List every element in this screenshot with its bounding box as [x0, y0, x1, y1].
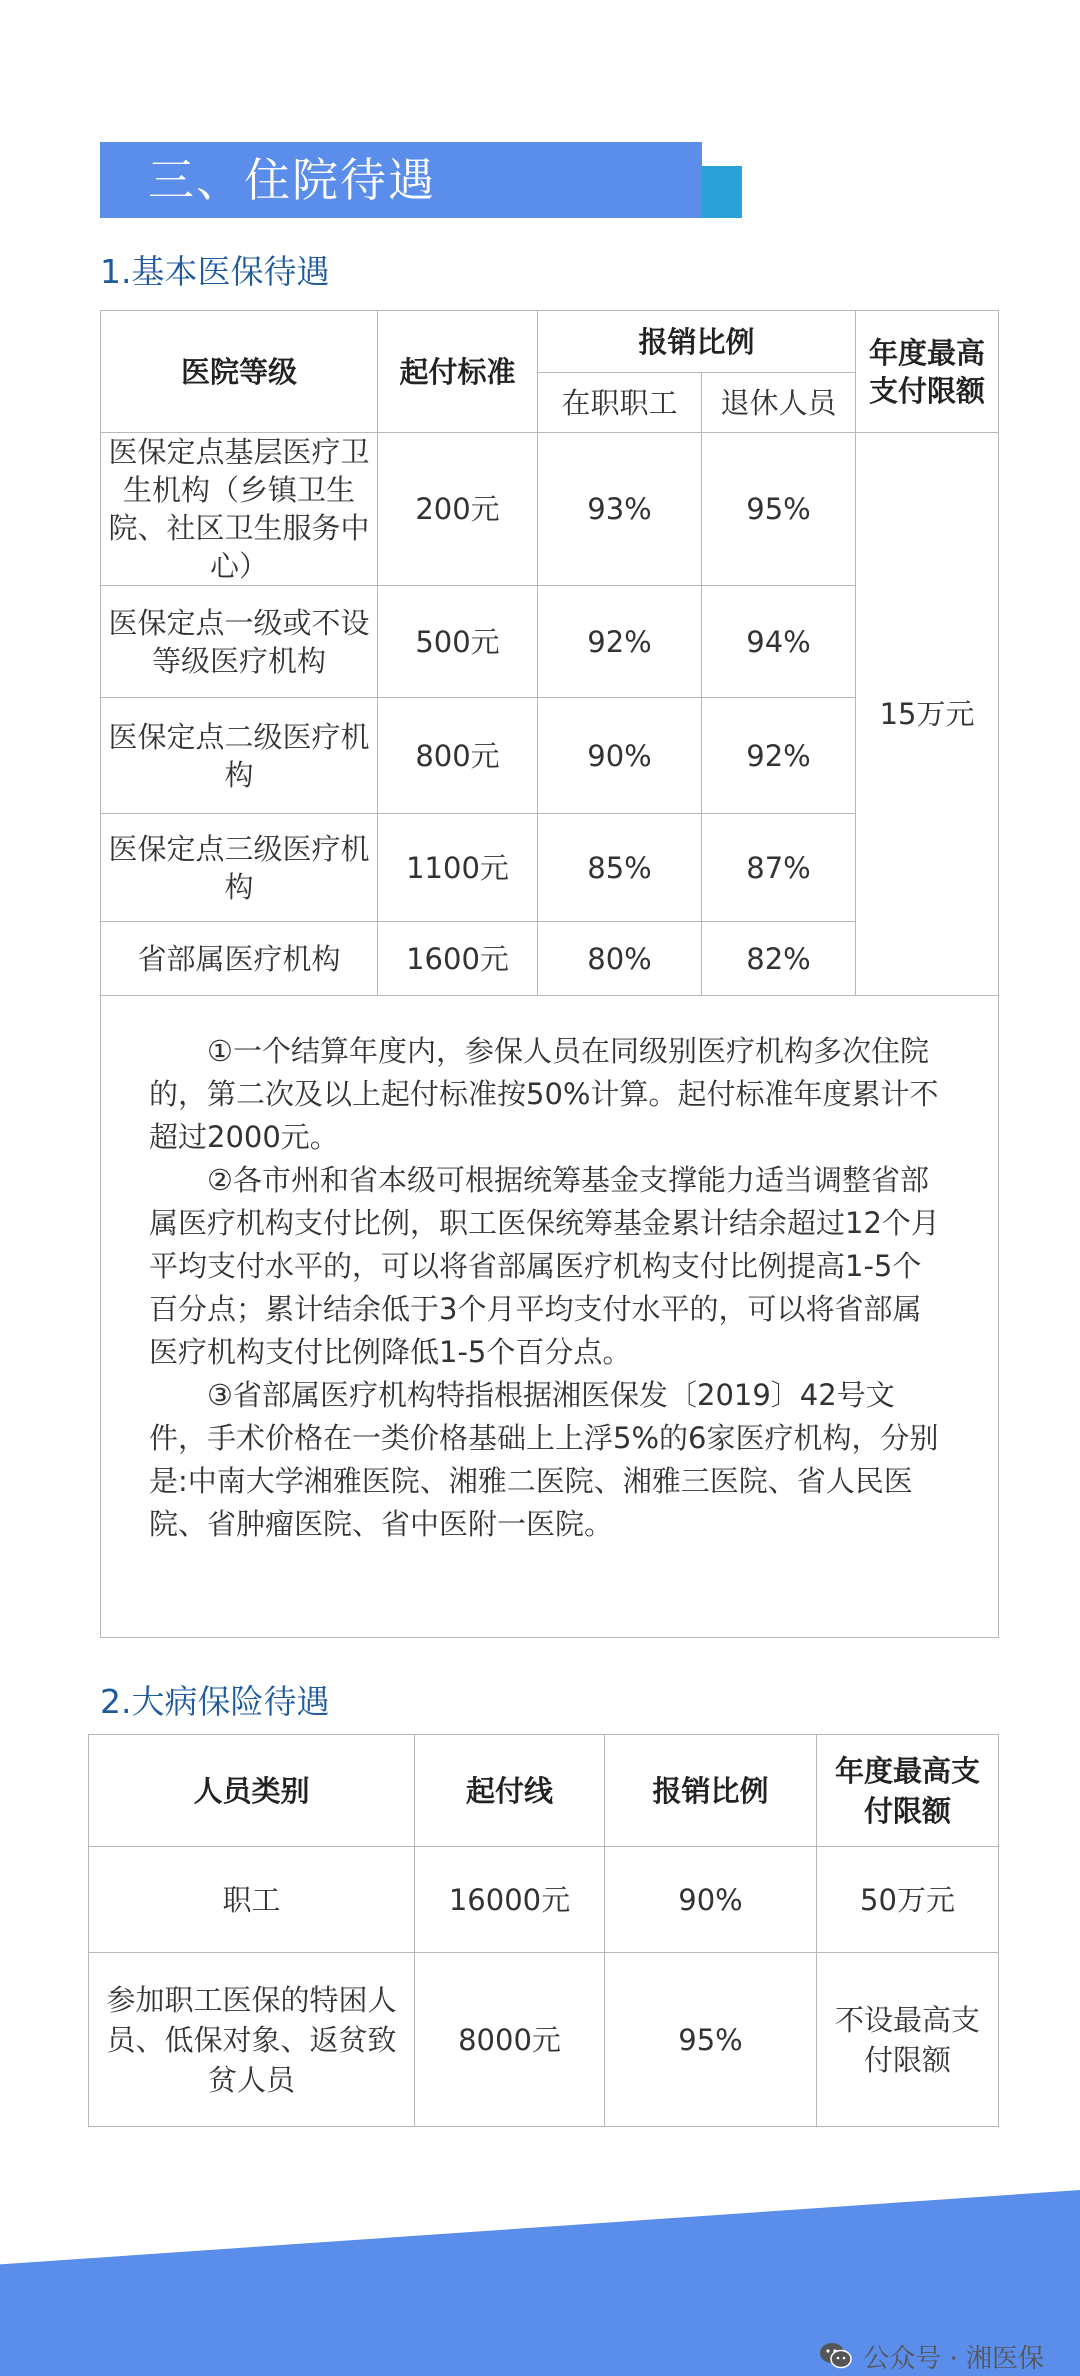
table-row	[89, 1953, 999, 2127]
hospital-level-cell: 医保定点一级或不设等级医疗机构	[101, 586, 378, 698]
max-cell: 50万元	[817, 1847, 999, 1953]
footer-label: 公众号 · 湘医保	[863, 2343, 1044, 2374]
header-employed: 在职职工	[538, 373, 702, 433]
category-cell: 参加职工医保的特困人员、低保对象、返贫致贫人员	[89, 1953, 415, 2127]
threshold-cell: 16000元	[415, 1847, 605, 1953]
table-row	[101, 433, 999, 586]
header-hospital-level: 医院等级	[101, 311, 378, 433]
critical-illness-table	[88, 1734, 999, 2127]
banner-title: 三、住院待遇	[148, 153, 436, 207]
notes-cell	[101, 996, 999, 1638]
header-category: 人员类别	[89, 1735, 415, 1847]
employed-ratio-cell: 90%	[538, 698, 702, 814]
hospital-level-cell: 省部属医疗机构	[101, 922, 378, 996]
retired-ratio-cell: 87%	[702, 814, 856, 922]
wechat-icon	[819, 2342, 853, 2370]
note-paragraph: ②各市州和省本级可根据统筹基金支撑能力适当调整省部属医疗机构支付比例，职工医保统筹基金累计结余超过12个月平均支付水平的，可以将省部属医疗机构支付比例提高1-5个百分点；累计结余低于3个月平均支付水平的，可以将省部属医疗机构支付比例降低1-5个百分点。	[149, 1163, 940, 1369]
threshold-cell: 1100元	[378, 814, 538, 922]
section-title-critical-illness: 2.大病保险待遇	[100, 1682, 330, 1721]
section-banner	[100, 142, 702, 218]
retired-ratio-cell: 94%	[702, 586, 856, 698]
footer	[819, 2338, 1044, 2374]
category-cell: 职工	[89, 1847, 415, 1953]
threshold-cell: 8000元	[415, 1953, 605, 2127]
retired-ratio-cell: 92%	[702, 698, 856, 814]
header-threshold: 起付标准	[378, 311, 538, 433]
employed-ratio-cell: 92%	[538, 586, 702, 698]
employed-ratio-cell: 93%	[538, 433, 702, 586]
note-paragraph: ①一个结算年度内，参保人员在同级别医疗机构多次住院的，第二次及以上起付标准按50%计算。起付标准年度累计不超过2000元。	[149, 1034, 939, 1154]
section-title-basic: 1.基本医保待遇	[100, 252, 330, 291]
hospital-level-cell: 医保定点三级医疗机构	[101, 814, 378, 922]
header-reimbursement: 报销比例	[605, 1735, 817, 1847]
header-annual-max: 年度最高支付限额	[856, 311, 999, 433]
header-retired: 退休人员	[702, 373, 856, 433]
threshold-cell: 500元	[378, 586, 538, 698]
ratio-cell: 90%	[605, 1847, 817, 1953]
annual-max-value: 15万元	[856, 433, 999, 996]
note-paragraph: ③省部属医疗机构特指根据湘医保发〔2019〕42号文件，手术价格在一类价格基础上上浮5%的6家医疗机构，分别是:中南大学湘雅医院、湘雅二医院、湘雅三医院、省人民医院、省肿瘤医院、省中医附一医院。	[149, 1378, 939, 1541]
ratio-cell: 95%	[605, 1953, 817, 2127]
table-row	[89, 1847, 999, 1953]
retired-ratio-cell: 95%	[702, 433, 856, 586]
employed-ratio-cell: 80%	[538, 922, 702, 996]
retired-ratio-cell: 82%	[702, 922, 856, 996]
hospital-level-cell: 医保定点基层医疗卫生机构（乡镇卫生院、社区卫生服务中心）	[101, 433, 378, 586]
basic-insurance-table	[100, 310, 999, 1638]
header-annual-max: 年度最高支付限额	[817, 1735, 999, 1847]
threshold-cell: 1600元	[378, 922, 538, 996]
header-reimbursement: 报销比例	[538, 311, 856, 373]
threshold-cell: 200元	[378, 433, 538, 586]
header-threshold: 起付线	[415, 1735, 605, 1847]
hospital-level-cell: 医保定点二级医疗机构	[101, 698, 378, 814]
threshold-cell: 800元	[378, 698, 538, 814]
max-cell: 不设最高支付限额	[817, 1953, 999, 2127]
employed-ratio-cell: 85%	[538, 814, 702, 922]
